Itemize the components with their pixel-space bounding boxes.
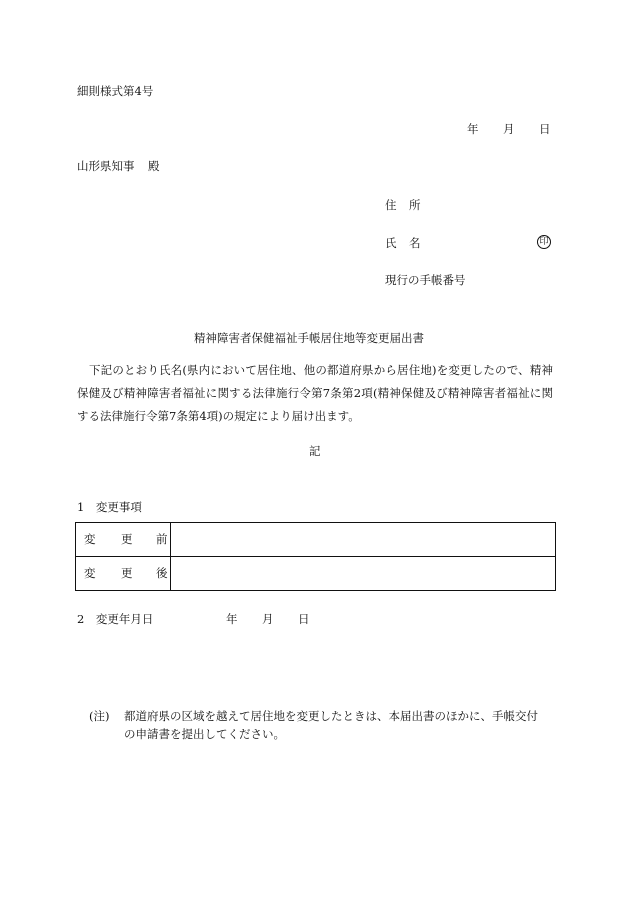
row-label-char: 変: [84, 566, 96, 580]
row-label-after: [76, 557, 171, 591]
seal-mark: 印: [537, 235, 551, 249]
ki-label: 記: [309, 444, 321, 458]
before-value-cell[interactable]: [171, 523, 556, 557]
date-year-label: 年: [467, 122, 479, 136]
date-day-label: 日: [539, 122, 551, 136]
address-label-char-1: 住: [385, 198, 397, 212]
table-row-before: [76, 523, 556, 557]
row-label-before: [76, 523, 171, 557]
section1-heading: 1 変更事項: [77, 500, 142, 514]
document-title: 精神障害者保健福祉手帳居住地等変更届出書: [194, 331, 424, 345]
row-label-char: 前: [156, 532, 168, 546]
note-line-1: 都道府県の区域を越えて居住地を変更したときは、本届出書のほかに、手帳交付: [124, 709, 538, 723]
note-label: (注): [89, 709, 110, 723]
section2-heading: 2 変更年月日: [77, 612, 154, 626]
row-label-char: 更: [121, 532, 133, 546]
row-label-char: 更: [121, 566, 133, 580]
row-label-char: 変: [84, 532, 96, 546]
name-label-char-2: 名: [409, 236, 421, 250]
date-month-label: 月: [503, 122, 515, 136]
address-label-char-2: 所: [409, 198, 421, 212]
after-value-cell[interactable]: [171, 557, 556, 591]
row-label-char: 後: [156, 566, 168, 580]
table-row-after: [76, 557, 556, 591]
change-date-year-label: 年: [226, 612, 238, 626]
body-paragraph: 下記のとおり氏名(県内において居住地、他の都道府県から居住地)を変更したので、精神保健及び精神障害者福祉に関する法律施行令第7条第2項(精神保健及び精神障害者福祉に関する法律施行令第7条第4項)の規定により届け出ます。: [77, 363, 553, 423]
form-number: 細則様式第4号: [77, 84, 154, 98]
handbook-number-label: 現行の手帳番号: [385, 273, 466, 287]
change-date-month-label: 月: [262, 612, 274, 626]
change-table: [75, 522, 556, 591]
name-label-char-1: 氏: [385, 236, 397, 250]
addressee: 山形県知事: [77, 159, 135, 173]
note-line-2: の申請書を提出してください。: [124, 727, 285, 741]
addressee-suffix: 殿: [148, 159, 160, 173]
change-date-day-label: 日: [298, 612, 310, 626]
